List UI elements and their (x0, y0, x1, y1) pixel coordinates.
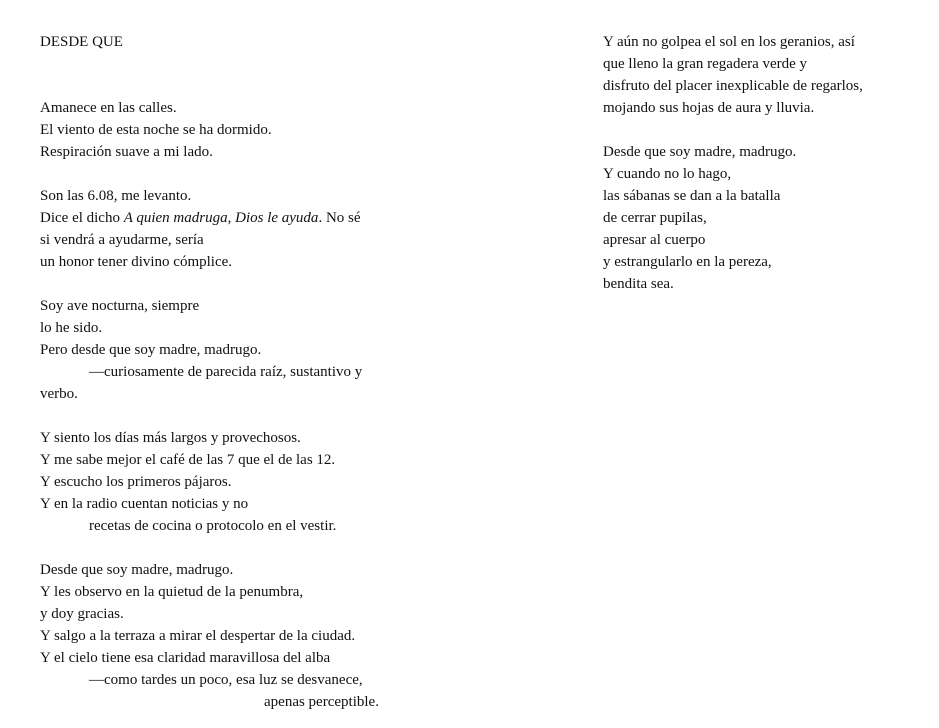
poem-line: Desde que soy madre, madrugo. (603, 144, 797, 160)
stanza-break (40, 273, 460, 295)
poem-line (40, 207, 460, 229)
poem-line: Y salgo a la terraza a mirar el despertar de la ciudad. (40, 628, 356, 644)
poem-line: Y el cielo tiene esa claridad maravillosa del alba (40, 650, 331, 666)
poem-line: un honor tener divino cómplice. (40, 254, 233, 270)
poem-line: Y escucho los primeros pájaros. (40, 474, 232, 490)
right-column (603, 31, 933, 295)
poem-text: Dice el dicho (40, 210, 124, 226)
poem-line: Y en la radio cuentan noticias y no (40, 496, 249, 512)
poem-line-indented: —curiosamente de parecida raíz, sustantivo y (89, 364, 363, 380)
poem-line: Pero desde que soy madre, madrugo. (40, 342, 262, 358)
poem-line-indented: recetas de cocina o protocolo en el vestir. (89, 518, 337, 534)
poem-line: verbo. (40, 386, 78, 402)
poem-line: Y aún no golpea el sol en los geranios, así (603, 34, 855, 50)
poem-line: y estrangularlo en la pereza, (603, 254, 772, 270)
poem-line: Y me sabe mejor el café de las 7 que el de las 12. (40, 452, 336, 468)
poem-title: DESDE QUE (40, 34, 123, 50)
poem-line: El viento de esta noche se ha dormido. (40, 122, 272, 138)
poem-line: las sábanas se dan a la batalla (603, 188, 781, 204)
poem-line: Y les observo en la quietud de la penumbra, (40, 584, 304, 600)
poem-line: mojando sus hojas de aura y lluvia. (603, 100, 815, 116)
poem-line: que lleno la gran regadera verde y (603, 56, 808, 72)
poem-line: Desde que soy madre, madrugo. (40, 562, 234, 578)
stanza-break (40, 537, 460, 559)
stanza-break (40, 163, 460, 185)
poem-line: de cerrar pupilas, (603, 210, 707, 226)
poem-line: Amanece en las calles. (40, 100, 177, 116)
poem-line: si vendrá a ayudarme, sería (40, 232, 204, 248)
stanza-break (40, 405, 460, 427)
poem-line-indented: —como tardes un poco, esa luz se desvanece, (89, 672, 363, 688)
poem-line: disfruto del placer inexplicable de regarlos, (603, 78, 863, 94)
poem-line: bendita sea. (603, 276, 674, 292)
poem-line: Y siento los días más largos y provechosos. (40, 430, 301, 446)
poem-line: lo he sido. (40, 320, 103, 336)
left-column (40, 31, 460, 713)
poem-line: Soy ave nocturna, siempre (40, 298, 200, 314)
poem-line: Son las 6.08, me levanto. (40, 188, 192, 204)
poem-line: apresar al cuerpo (603, 232, 706, 248)
proverb-italic: A quien madruga, Dios le ayuda (123, 210, 319, 226)
poem-line: Respiración suave a mi lado. (40, 144, 213, 160)
title-spacer (40, 53, 460, 97)
poem-line-indented: apenas perceptible. (264, 694, 379, 710)
poem-line: Y cuando no lo hago, (603, 166, 732, 182)
stanza-break (603, 119, 933, 141)
poem-text: . No sé (318, 210, 361, 226)
poem-line: y doy gracias. (40, 606, 124, 622)
